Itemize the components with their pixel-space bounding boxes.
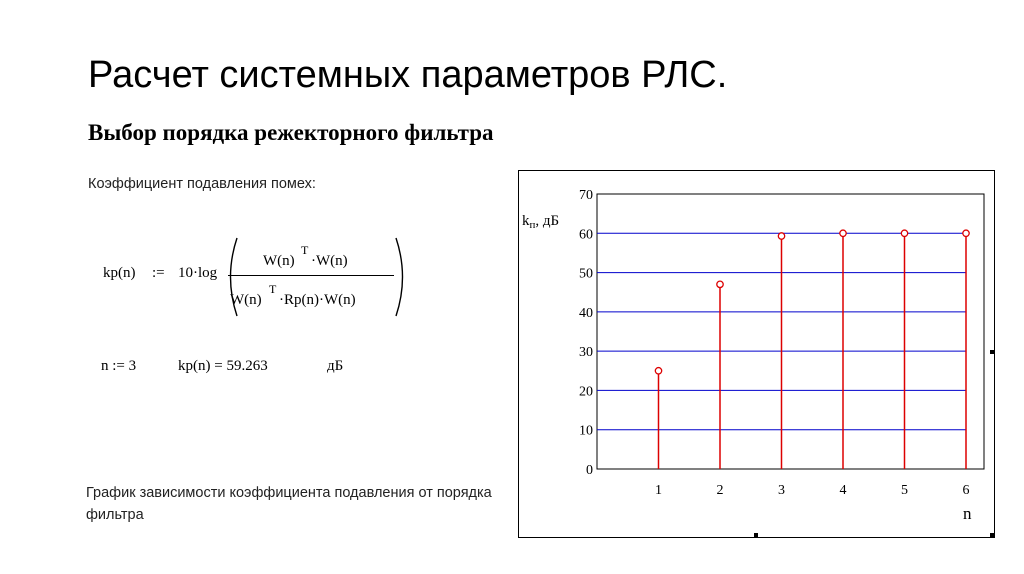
denominator-transpose: T [269,282,277,296]
kp-unit: дБ [327,358,344,374]
stem-marker [963,230,969,236]
formula-coef: 10·log [178,265,218,281]
y-tick-label: 30 [579,345,593,361]
x-tick-label: 6 [962,483,970,498]
x-axis-label: n [963,504,972,523]
numerator-transpose: T [301,243,309,257]
denominator-rest: ·Rp(n)·W(n) [279,292,356,308]
x-tick-label: 2 [716,483,724,498]
stem-marker [655,368,661,374]
slide-subtitle: Выбор порядка режекторного фильтра [88,120,494,145]
y-tick-label: 70 [579,188,593,203]
y-tick-label: 10 [579,423,593,439]
y-tick-label: 50 [579,266,593,282]
x-tick-label: 3 [778,483,785,498]
stem-marker [840,230,846,236]
n-assignment: n := 3 [101,358,137,374]
y-axis-label: $k_п$, дБ [522,213,560,231]
x-tick-label: 4 [839,483,847,498]
x-tick-label: 1 [655,483,662,498]
stem-marker [901,230,907,236]
denominator-w1: W(n) [230,292,262,308]
kp-result: kp(n) = 59.263 [178,358,268,374]
stem-marker [778,233,784,239]
formula-assign: := [152,265,165,281]
formula-lhs: kp(n) [103,265,136,281]
plot-area [597,194,984,469]
numerator-w2: ·W(n) [311,253,348,269]
numerator-w1: W(n) [263,253,295,269]
y-tick-label: 60 [579,227,593,243]
stem-marker [717,281,723,287]
graph-caption: График зависимости коэффициента подавления от порядка фильтра [86,485,492,523]
coefficient-label: Коэффициент подавления помех: [88,176,316,192]
x-tick-label: 5 [901,483,908,498]
y-tick-label: 20 [579,384,593,400]
y-tick-label: 0 [586,463,593,478]
y-tick-label: 40 [579,305,593,321]
slide-title: Расчет системных параметров РЛС. [88,54,728,96]
